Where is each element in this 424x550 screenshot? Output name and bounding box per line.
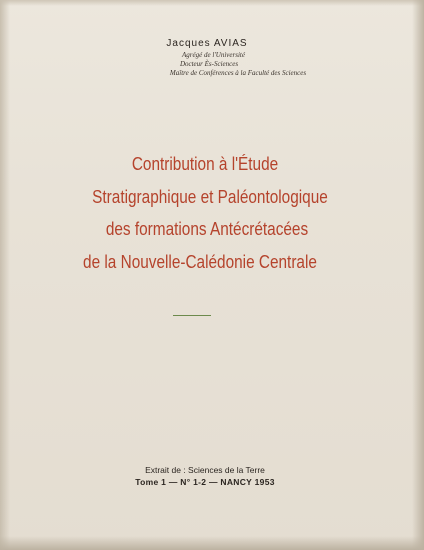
decorative-rule: [173, 315, 211, 316]
credential-agrege: Agrégé de l'Université: [182, 51, 245, 59]
title-line-4: de la Nouvelle-Calédonie Centrale: [83, 250, 317, 272]
credential-maitre-de-conferences: Maître de Conférences à la Faculté des Sciences: [169, 69, 307, 77]
author-name: Jacques AVIAS: [166, 38, 248, 49]
title-line-3: des formations Antécrétacées: [105, 218, 309, 239]
title-line-2: Stratigraphique et Paléontologique: [92, 185, 328, 207]
cover-edge-shadow-top: [0, 0, 424, 6]
source-issue-line: Tome 1 — N° 1-2 — NANCY 1953: [135, 477, 275, 487]
book-title: [0, 148, 424, 278]
source-extract-line: Extrait de : Sciences de la Terre: [145, 465, 265, 475]
title-line-1: Contribution à l'Étude: [131, 153, 279, 174]
cover-edge-shadow-bottom: [0, 536, 424, 550]
author-block: [0, 38, 424, 78]
source-block: [0, 464, 424, 488]
credential-docteur: Docteur Ès-Sciences: [179, 60, 239, 68]
